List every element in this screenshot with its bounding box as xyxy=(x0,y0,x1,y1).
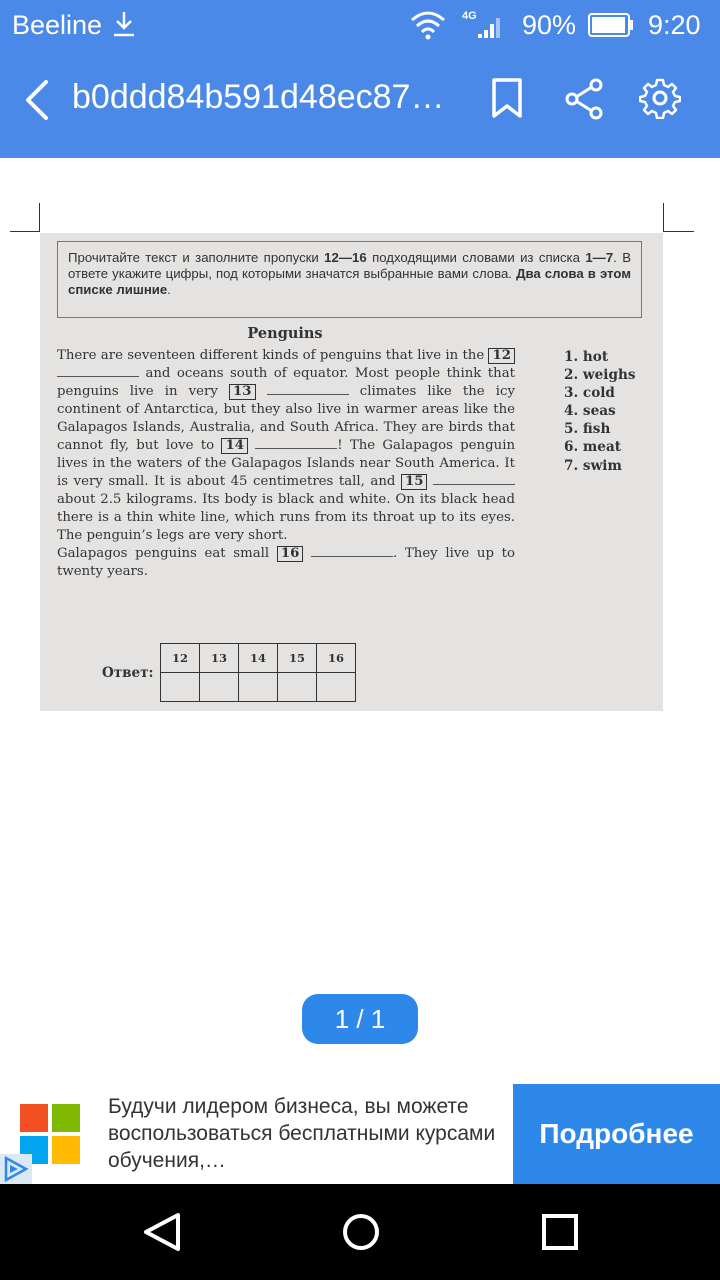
gap-number: 14 xyxy=(221,438,248,454)
document-page xyxy=(40,233,663,711)
crop-mark xyxy=(663,231,694,232)
bookmark-icon[interactable] xyxy=(490,76,524,120)
answer-column-header: 13 xyxy=(200,644,239,673)
word-list-item: 3. cold xyxy=(564,385,615,402)
wifi-icon xyxy=(410,10,446,40)
ad-banner[interactable] xyxy=(0,1084,720,1184)
nav-back-icon[interactable] xyxy=(140,1212,184,1252)
download-icon xyxy=(112,10,136,38)
answer-cell xyxy=(278,673,317,702)
gap-number: 16 xyxy=(277,546,304,562)
ad-text[interactable]: Будучи лидером бизнеса, вы можете воспользоваться бесплатными курсами обучения,… xyxy=(108,1095,496,1172)
task-text: There are seventeen different kinds of penguins that live in the 12 and oceans south of equator. Most people think that penguins live in very 13 climates like the icy continent of Antarctica, but they also live in warmer areas like the Galapagos Islands, Australia, and South Africa. They are birds that cannot fly, but love to 14 ! The Galapagos penguin lives in the waters of the Galapagos Islands near South America. It is very small. It is about 45 centimetres tall, and 15 about 2.5 kilograms. Its body is black and white. On its black head there is a thin white line, which runs from its throat up to its eyes. The penguin’s legs are very short. Galapagos penguins eat small 16 . They live up to twenty years. xyxy=(57,348,516,579)
gap-blank xyxy=(255,448,337,449)
answer-column-header: 16 xyxy=(317,644,356,673)
page-indicator[interactable]: 1 / 1 xyxy=(302,994,418,1044)
gear-icon[interactable] xyxy=(639,77,681,119)
battery-percent: 90% xyxy=(522,10,577,40)
nav-home-icon[interactable] xyxy=(341,1212,381,1252)
gap-blank xyxy=(267,394,349,395)
gap-number: 13 xyxy=(229,384,256,400)
status-bar xyxy=(0,0,720,52)
document-viewer[interactable] xyxy=(0,158,720,1084)
answer-cell xyxy=(239,673,278,702)
gap-blank xyxy=(57,376,139,377)
logo-square-green xyxy=(52,1104,80,1132)
clock: 9:20 xyxy=(648,10,701,40)
crop-mark xyxy=(663,203,664,232)
gap-number: 15 xyxy=(401,474,428,490)
logo-square-yellow xyxy=(52,1136,80,1164)
word-list xyxy=(564,348,635,475)
answer-column-header: 15 xyxy=(278,644,317,673)
system-nav-bar xyxy=(0,1184,720,1280)
text-title: Penguins xyxy=(247,325,323,342)
battery-icon xyxy=(588,13,634,37)
ad-choices-icon[interactable] xyxy=(0,1154,32,1184)
crop-mark xyxy=(39,203,40,232)
carrier-name: Beeline xyxy=(12,10,103,40)
app-toolbar xyxy=(0,52,720,158)
gap-number: 12 xyxy=(488,348,515,364)
answer-cell xyxy=(161,673,200,702)
crop-mark xyxy=(10,231,40,232)
task-instruction: Прочитайте текст и заполните пропуски 12—16 подходящими словами из списка 1—7. В ответе укажите цифры, под которыми значатся выбранные вами слова. Два слова в этом списке лишние. xyxy=(57,241,642,318)
word-list-item: 4. seas xyxy=(564,403,616,420)
word-list-item: 5. fish xyxy=(564,421,611,438)
nav-recents-icon[interactable] xyxy=(541,1213,579,1251)
network-type: 4G xyxy=(462,10,477,22)
word-list-item: 1. hot xyxy=(564,349,609,365)
word-list-item: 6. meat xyxy=(564,439,622,456)
gap-blank xyxy=(433,484,515,485)
answer-label: Ответ: xyxy=(102,665,154,681)
gap-blank xyxy=(311,556,393,557)
signal-icon xyxy=(462,8,504,40)
logo-square-red xyxy=(20,1104,48,1132)
word-list-item: 7. swim xyxy=(564,457,622,474)
answer-cell xyxy=(200,673,239,702)
ad-more-button[interactable]: Подробнее xyxy=(513,1084,720,1184)
answer-column-header: 12 xyxy=(161,644,200,673)
answer-column-header: 14 xyxy=(239,644,278,673)
share-icon[interactable] xyxy=(564,77,604,121)
word-list-item: 2. weighs xyxy=(564,367,636,384)
back-arrow-icon[interactable] xyxy=(18,78,58,122)
answer-table xyxy=(160,643,356,702)
document-title: b0ddd84b591d48ec87… xyxy=(72,78,445,116)
answer-cell xyxy=(317,673,356,702)
